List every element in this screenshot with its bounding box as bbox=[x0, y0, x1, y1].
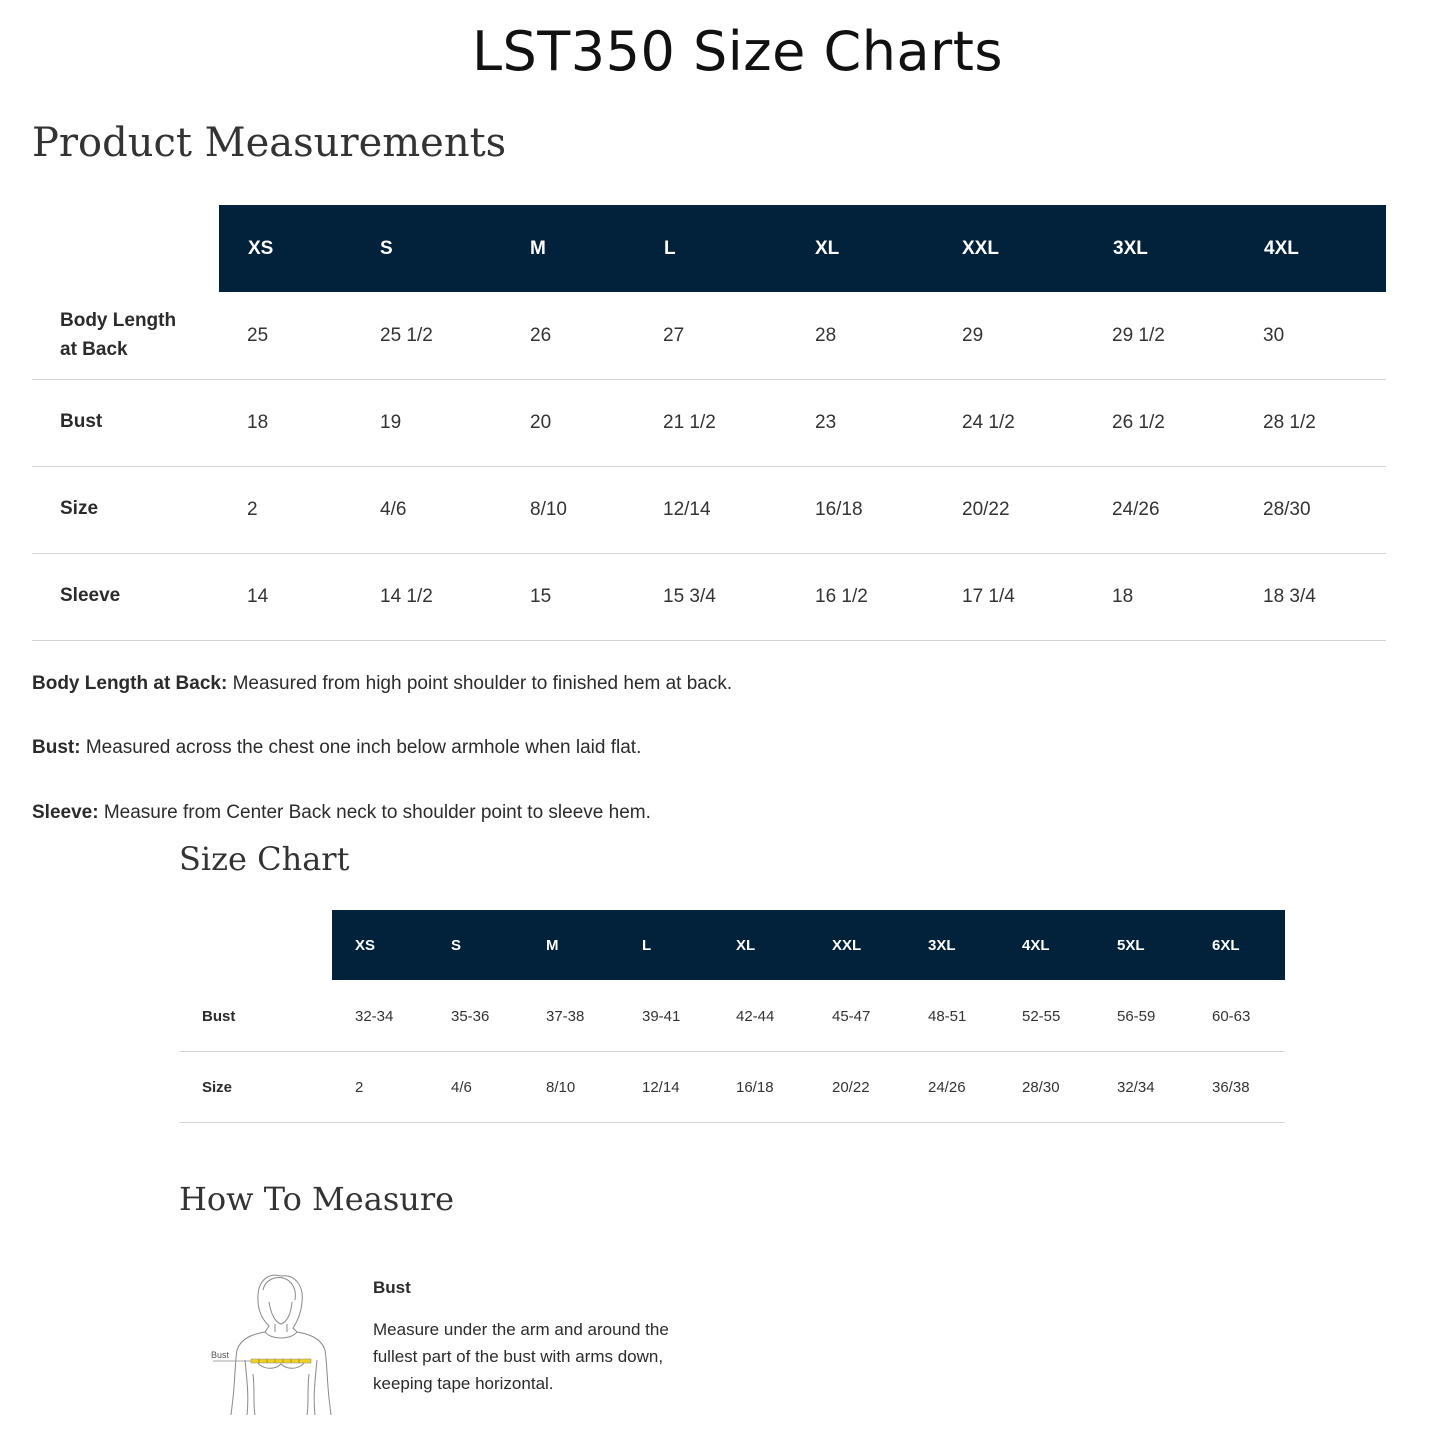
table-cell: 27 bbox=[663, 325, 685, 346]
table-cell: 28 1/2 bbox=[1263, 412, 1316, 433]
row-label-line: Body Length bbox=[60, 310, 177, 331]
note-text: Measured across the chest one inch below armhole when laid flat. bbox=[80, 737, 642, 758]
table-cell: 2 bbox=[355, 1079, 364, 1096]
table-cell: 8/10 bbox=[546, 1079, 576, 1096]
size-chart-header bbox=[332, 910, 1285, 980]
table-row bbox=[32, 292, 1386, 380]
note-body-length bbox=[32, 673, 732, 695]
size-header-l: L bbox=[642, 937, 652, 954]
table-cell: 19 bbox=[380, 412, 402, 433]
note-text: Measured from high point shoulder to finished hem at back. bbox=[227, 673, 733, 694]
table-row bbox=[32, 379, 1386, 467]
row-label-sleeve: Sleeve bbox=[60, 585, 121, 606]
table-row bbox=[32, 466, 1386, 554]
table-cell: 18 bbox=[247, 412, 269, 433]
size-header-6xl: 6XL bbox=[1212, 937, 1240, 954]
table-cell: 14 1/2 bbox=[380, 586, 433, 607]
size-header-m: M bbox=[530, 238, 546, 259]
table-cell: 18 3/4 bbox=[1263, 586, 1316, 607]
table-cell: 4/6 bbox=[451, 1079, 472, 1096]
table-cell: 20/22 bbox=[832, 1079, 870, 1096]
table-cell: 36/38 bbox=[1212, 1079, 1250, 1096]
size-header-3xl: 3XL bbox=[1113, 238, 1148, 259]
table-cell: 17 1/4 bbox=[962, 586, 1015, 607]
row-label-bust: Bust bbox=[202, 1008, 236, 1025]
size-header-xl: XL bbox=[815, 238, 840, 259]
table-cell: 39-41 bbox=[642, 1008, 681, 1025]
size-header-4xl: 4XL bbox=[1022, 937, 1050, 954]
size-header-xxl: XXL bbox=[962, 238, 999, 259]
table-cell: 32-34 bbox=[355, 1008, 394, 1025]
size-header-xs: XS bbox=[248, 238, 274, 259]
size-header-m: M bbox=[546, 937, 559, 954]
table-cell: 18 bbox=[1112, 586, 1134, 607]
table-cell: 14 bbox=[247, 586, 269, 607]
row-label-size: Size bbox=[60, 498, 99, 519]
table-cell: 26 bbox=[530, 325, 552, 346]
table-cell: 12/14 bbox=[663, 499, 711, 520]
size-header-s: S bbox=[380, 238, 393, 259]
note-bust bbox=[32, 737, 641, 759]
table-cell: 2 bbox=[247, 499, 258, 520]
table-cell: 16 1/2 bbox=[815, 586, 868, 607]
table-cell: 35-36 bbox=[451, 1008, 490, 1025]
product-measurements-header bbox=[219, 205, 1386, 292]
note-term: Body Length at Back: bbox=[32, 673, 228, 694]
size-chart-heading: Size Chart bbox=[179, 840, 350, 878]
table-cell: 24/26 bbox=[928, 1079, 966, 1096]
how-to-measure-heading: How To Measure bbox=[179, 1180, 455, 1218]
size-header-5xl: 5XL bbox=[1117, 937, 1145, 954]
table-cell: 24/26 bbox=[1112, 499, 1160, 520]
table-cell: 28/30 bbox=[1263, 499, 1311, 520]
table-cell: 8/10 bbox=[530, 499, 567, 520]
table-cell: 32/34 bbox=[1117, 1079, 1155, 1096]
table-cell: 15 bbox=[530, 586, 552, 607]
table-cell: 42-44 bbox=[736, 1008, 775, 1025]
table-cell: 16/18 bbox=[736, 1079, 774, 1096]
table-cell: 52-55 bbox=[1022, 1008, 1061, 1025]
table-cell: 24 1/2 bbox=[962, 412, 1015, 433]
table-cell: 12/14 bbox=[642, 1079, 680, 1096]
product-measurements-heading: Product Measurements bbox=[32, 120, 507, 166]
size-header-4xl: 4XL bbox=[1264, 238, 1299, 259]
size-header-3xl: 3XL bbox=[928, 937, 956, 954]
row-label-line: at Back bbox=[60, 339, 128, 360]
bust-measure-figure bbox=[205, 1270, 335, 1420]
table-cell: 56-59 bbox=[1117, 1008, 1156, 1025]
measure-item-title: Bust bbox=[373, 1278, 411, 1297]
table-cell: 16/18 bbox=[815, 499, 863, 520]
note-term: Bust: bbox=[32, 737, 81, 758]
table-row bbox=[32, 553, 1386, 641]
table-cell: 25 1/2 bbox=[380, 325, 433, 346]
table-cell: 4/6 bbox=[380, 499, 407, 520]
size-header-l: L bbox=[664, 238, 676, 259]
table-cell: 23 bbox=[815, 412, 837, 433]
table-row bbox=[179, 1052, 1285, 1123]
table-cell: 29 1/2 bbox=[1112, 325, 1165, 346]
table-cell: 28 bbox=[815, 325, 837, 346]
row-label-size: Size bbox=[202, 1079, 233, 1096]
size-header-xs: XS bbox=[355, 937, 376, 954]
table-cell: 20 bbox=[530, 412, 552, 433]
table-cell: 45-47 bbox=[832, 1008, 871, 1025]
table-cell: 37-38 bbox=[546, 1008, 585, 1025]
table-cell: 29 bbox=[962, 325, 984, 346]
size-header-s: S bbox=[451, 937, 462, 954]
table-cell: 25 bbox=[247, 325, 269, 346]
size-header-xl: XL bbox=[736, 937, 756, 954]
table-cell: 28/30 bbox=[1022, 1079, 1060, 1096]
row-label-bust: Bust bbox=[60, 411, 103, 432]
row-label-body-length bbox=[60, 306, 176, 364]
table-row bbox=[179, 981, 1285, 1052]
size-header-xxl: XXL bbox=[832, 937, 862, 954]
page-title: LST350 Size Charts bbox=[471, 20, 1004, 83]
table-cell: 30 bbox=[1263, 325, 1285, 346]
measure-item-text: Measure under the arm and around the fullest part of the bust with arms down, keeping tape horizontal. bbox=[373, 1320, 669, 1393]
table-cell: 21 1/2 bbox=[663, 412, 716, 433]
note-text: Measure from Center Back neck to shoulder point to sleeve hem. bbox=[98, 802, 651, 823]
table-cell: 26 1/2 bbox=[1112, 412, 1165, 433]
note-term: Sleeve: bbox=[32, 802, 99, 823]
note-sleeve bbox=[32, 802, 651, 824]
figure-label-bust: Bust bbox=[211, 1350, 230, 1360]
table-cell: 20/22 bbox=[962, 499, 1010, 520]
table-cell: 48-51 bbox=[928, 1008, 967, 1025]
table-cell: 60-63 bbox=[1212, 1008, 1251, 1025]
table-cell: 15 3/4 bbox=[663, 586, 716, 607]
